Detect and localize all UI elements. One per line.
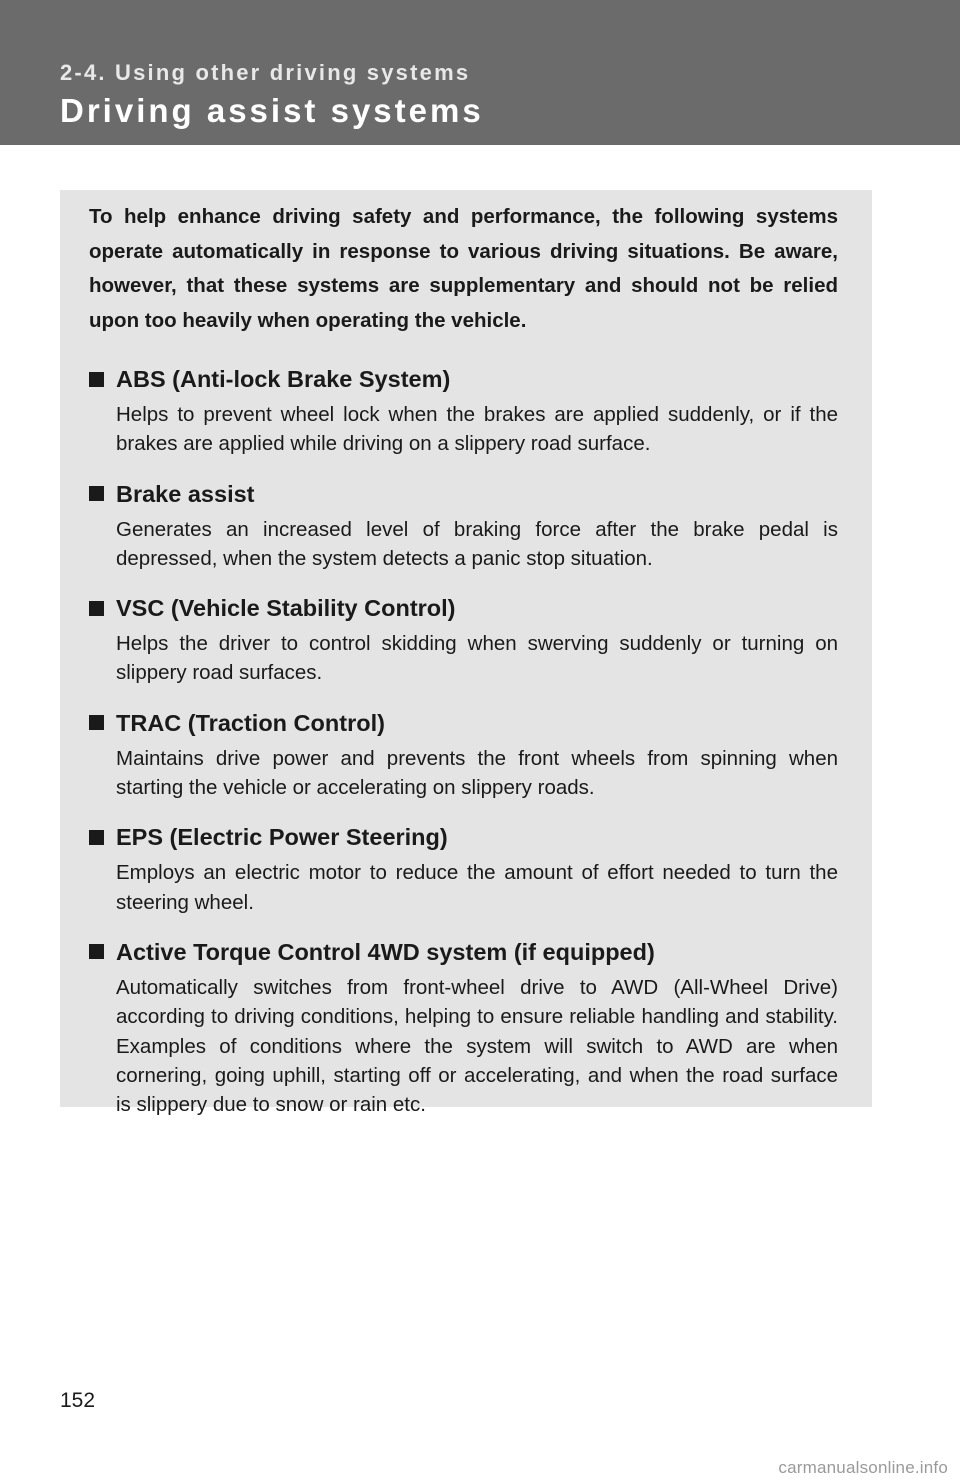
content-box — [60, 190, 872, 1117]
section-label: 2-4. Using other driving systems — [60, 60, 471, 85]
watermark: carmanualsonline.info — [778, 1458, 948, 1477]
feature-trac — [89, 708, 838, 803]
feature-eps — [89, 822, 838, 917]
feature-heading — [89, 937, 838, 967]
feature-heading-text: VSC (Vehicle Stability Control) — [116, 595, 456, 622]
feature-abs — [89, 364, 838, 459]
feature-active-torque-control — [89, 937, 838, 1119]
feature-brake-assist — [89, 479, 838, 574]
square-bullet-icon — [89, 486, 104, 501]
square-bullet-icon — [89, 715, 104, 730]
square-bullet-icon — [89, 601, 104, 616]
feature-heading-text: ABS (Anti-lock Brake System) — [116, 366, 451, 392]
feature-body: Employs an electric motor to reduce the amount of effort needed to turn the steering wheel. — [116, 861, 838, 914]
feature-body: Maintains drive power and prevents the front wheels from spinning when starting the vehicle or accelerating on slippery roads. — [116, 746, 838, 800]
feature-heading — [89, 364, 838, 394]
feature-heading-text: EPS (Electric Power Steering) — [116, 824, 448, 851]
feature-body: Helps the driver to control skidding when swerving suddenly or turning on slippery road surfaces. — [116, 632, 838, 685]
feature-heading-text: TRAC (Traction Control) — [116, 709, 385, 736]
feature-body: Generates an increased level of braking force after the brake pedal is depressed, when the system detects a panic stop situation. — [116, 517, 838, 570]
page-number: 152 — [60, 1389, 96, 1412]
feature-heading — [89, 822, 838, 852]
feature-vsc — [89, 593, 838, 688]
square-bullet-icon — [89, 830, 104, 845]
feature-heading-text: Active Torque Control 4WD system (if equipped) — [116, 938, 655, 965]
feature-body: Helps to prevent wheel lock when the brakes are applied suddenly, or if the brakes are applied while driving on a slippery road surface. — [116, 403, 838, 456]
feature-heading-text: Brake assist — [116, 480, 255, 507]
feature-heading — [89, 708, 838, 738]
page-title: Driving assist systems — [60, 92, 484, 129]
feature-heading — [89, 593, 838, 623]
square-bullet-icon — [89, 372, 104, 387]
square-bullet-icon — [89, 944, 104, 959]
feature-heading — [89, 479, 838, 509]
intro-paragraph: To help enhance driving safety and performance, the following systems operate automatically in response to various driving situations. Be aware, however, that these systems are supplementary and should not be relied upon too heavily when operating the vehicle. — [89, 205, 838, 332]
feature-body: Automatically switches from front-wheel drive to AWD (All-Wheel Drive) according to driving conditions, helping to ensure reliable handling and stability. Examples of conditions where the system will switch to AWD are when cornering, going uphill, starting off or accelerating, and when the road surface is slippery due to snow or rain etc. — [116, 975, 838, 1117]
